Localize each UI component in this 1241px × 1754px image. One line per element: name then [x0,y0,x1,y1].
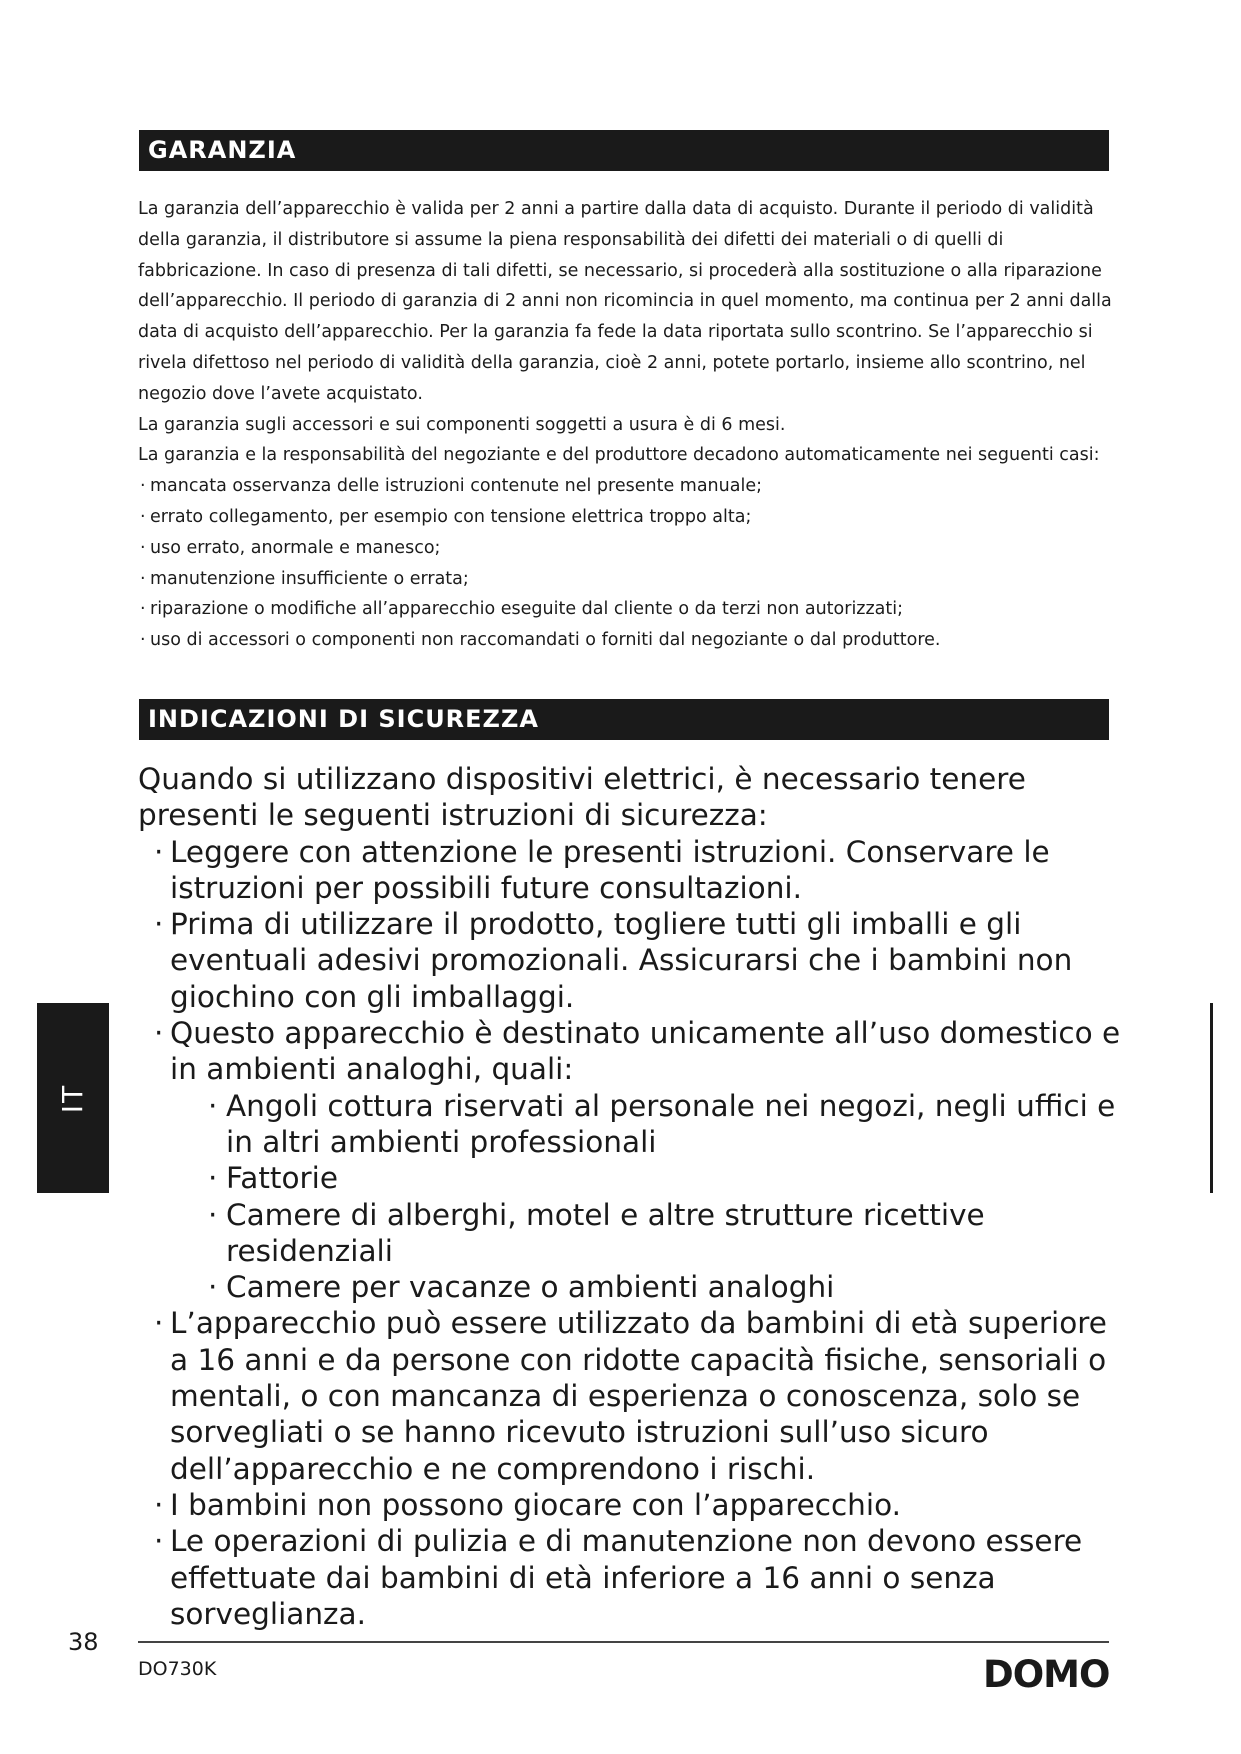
page-number: 38 [68,1628,99,1656]
list-item: · mancata osservanza delle istruzioni contenute nel presente manuale; [138,471,1118,502]
list-item: · uso errato, anormale e manesco; [138,533,1118,564]
list-item: · Le operazioni di pulizia e di manutenzione non devono essere effettuate dai bambini di età inferiore a 16 anni o senza sorveglianza. [138,1523,1128,1632]
garanzia-paragraph: La garanzia dell’apparecchio è valida per 2 anni a partire dalla data di acquisto. Durante il periodo di validità della garanzia, il distributore si assume la piena responsabilità dei difetti dei materiali o di quelli di fabbricazione. In caso di presenza di tali difetti, se necessario, si procederà alla sostituzione o alla riparazione dell’apparecchio. Il periodo di garanzia di 2 anni non ricomincia in quel momento, ma continua per 2 anni dalla data di acquisto dell’apparecchio. Per la garanzia fa fede la data riportata sullo scontrino. Se l’apparecchio si rivela difettoso nel periodo di validità della garanzia, cioè 2 anni, potete portarlo, insieme allo scontrino, nel negozio dove l’avete acquistato. [138,199,1112,404]
language-label: IT [56,1083,90,1113]
list-item: · Leggere con attenzione le presenti istruzioni. Conservare le istruzioni per possibili future consultazioni. [138,834,1128,907]
list-item: · manutenzione insufficiente o errata; [138,564,1118,595]
footer-divider [138,1641,1109,1643]
garanzia-cases-list [138,471,1118,656]
section-header-garanzia: GARANZIA [139,130,1109,171]
list-item: · uso di accessori o componenti non raccomandati o forniti dal negoziante o dal produttore. [138,625,1118,656]
list-item: · I bambini non possono giocare con l’apparecchio. [138,1487,1128,1523]
model-code: DO730K [138,1658,217,1680]
language-tab [37,1003,109,1193]
brand-logo: DOMO [983,1653,1110,1696]
garanzia-paragraph: La garanzia e la responsabilità del negoziante e del produttore decadono automaticamente nei seguenti casi: [138,445,1100,466]
sub-list-item: · Angoli cottura riservati al personale nei negozi, negli uffici e in altri ambienti professionali [138,1088,1128,1161]
section-header-sicurezza: INDICAZIONI DI SICUREZZA [139,699,1109,740]
sub-list-item: · Camere di alberghi, motel e altre strutture ricettive residenziali [138,1197,1128,1270]
list-item: · L’apparecchio può essere utilizzato da bambini di età superiore a 16 anni e da persone con ridotte capacità fisiche, sensoriali o mentali, o con mancanza di esperienza o conoscenza, solo se sorvegliati o se hanno ricevuto istruzioni sull’uso sicuro dell’apparecchio e ne comprendono i rischi. [138,1305,1128,1486]
margin-bar [1210,1003,1213,1193]
garanzia-paragraph: La garanzia sugli accessori e sui componenti soggetti a usura è di 6 mesi. [138,414,786,435]
sub-list-item: · Camere per vacanze o ambienti analoghi [138,1269,1128,1305]
sub-list-item: · Fattorie [138,1160,1128,1196]
list-item: · riparazione o modifiche all’apparecchio eseguite dal cliente o da terzi non autorizzati; [138,594,1118,625]
list-item: · Questo apparecchio è destinato unicamente all’uso domestico e in ambienti analoghi, quali: [138,1015,1128,1088]
sicurezza-list [138,834,1128,1633]
sicurezza-intro: Quando si utilizzano dispositivi elettrici, è necessario tenere presenti le seguenti istruzioni di sicurezza: [138,762,1026,833]
sicurezza-body [138,761,1128,1632]
list-item: · Prima di utilizzare il prodotto, togliere tutti gli imballi e gli eventuali adesivi promozionali. Assicurarsi che i bambini non giochino con gli imballaggi. [138,906,1128,1015]
garanzia-body [138,194,1118,656]
list-item: · errato collegamento, per esempio con tensione elettrica troppo alta; [138,502,1118,533]
